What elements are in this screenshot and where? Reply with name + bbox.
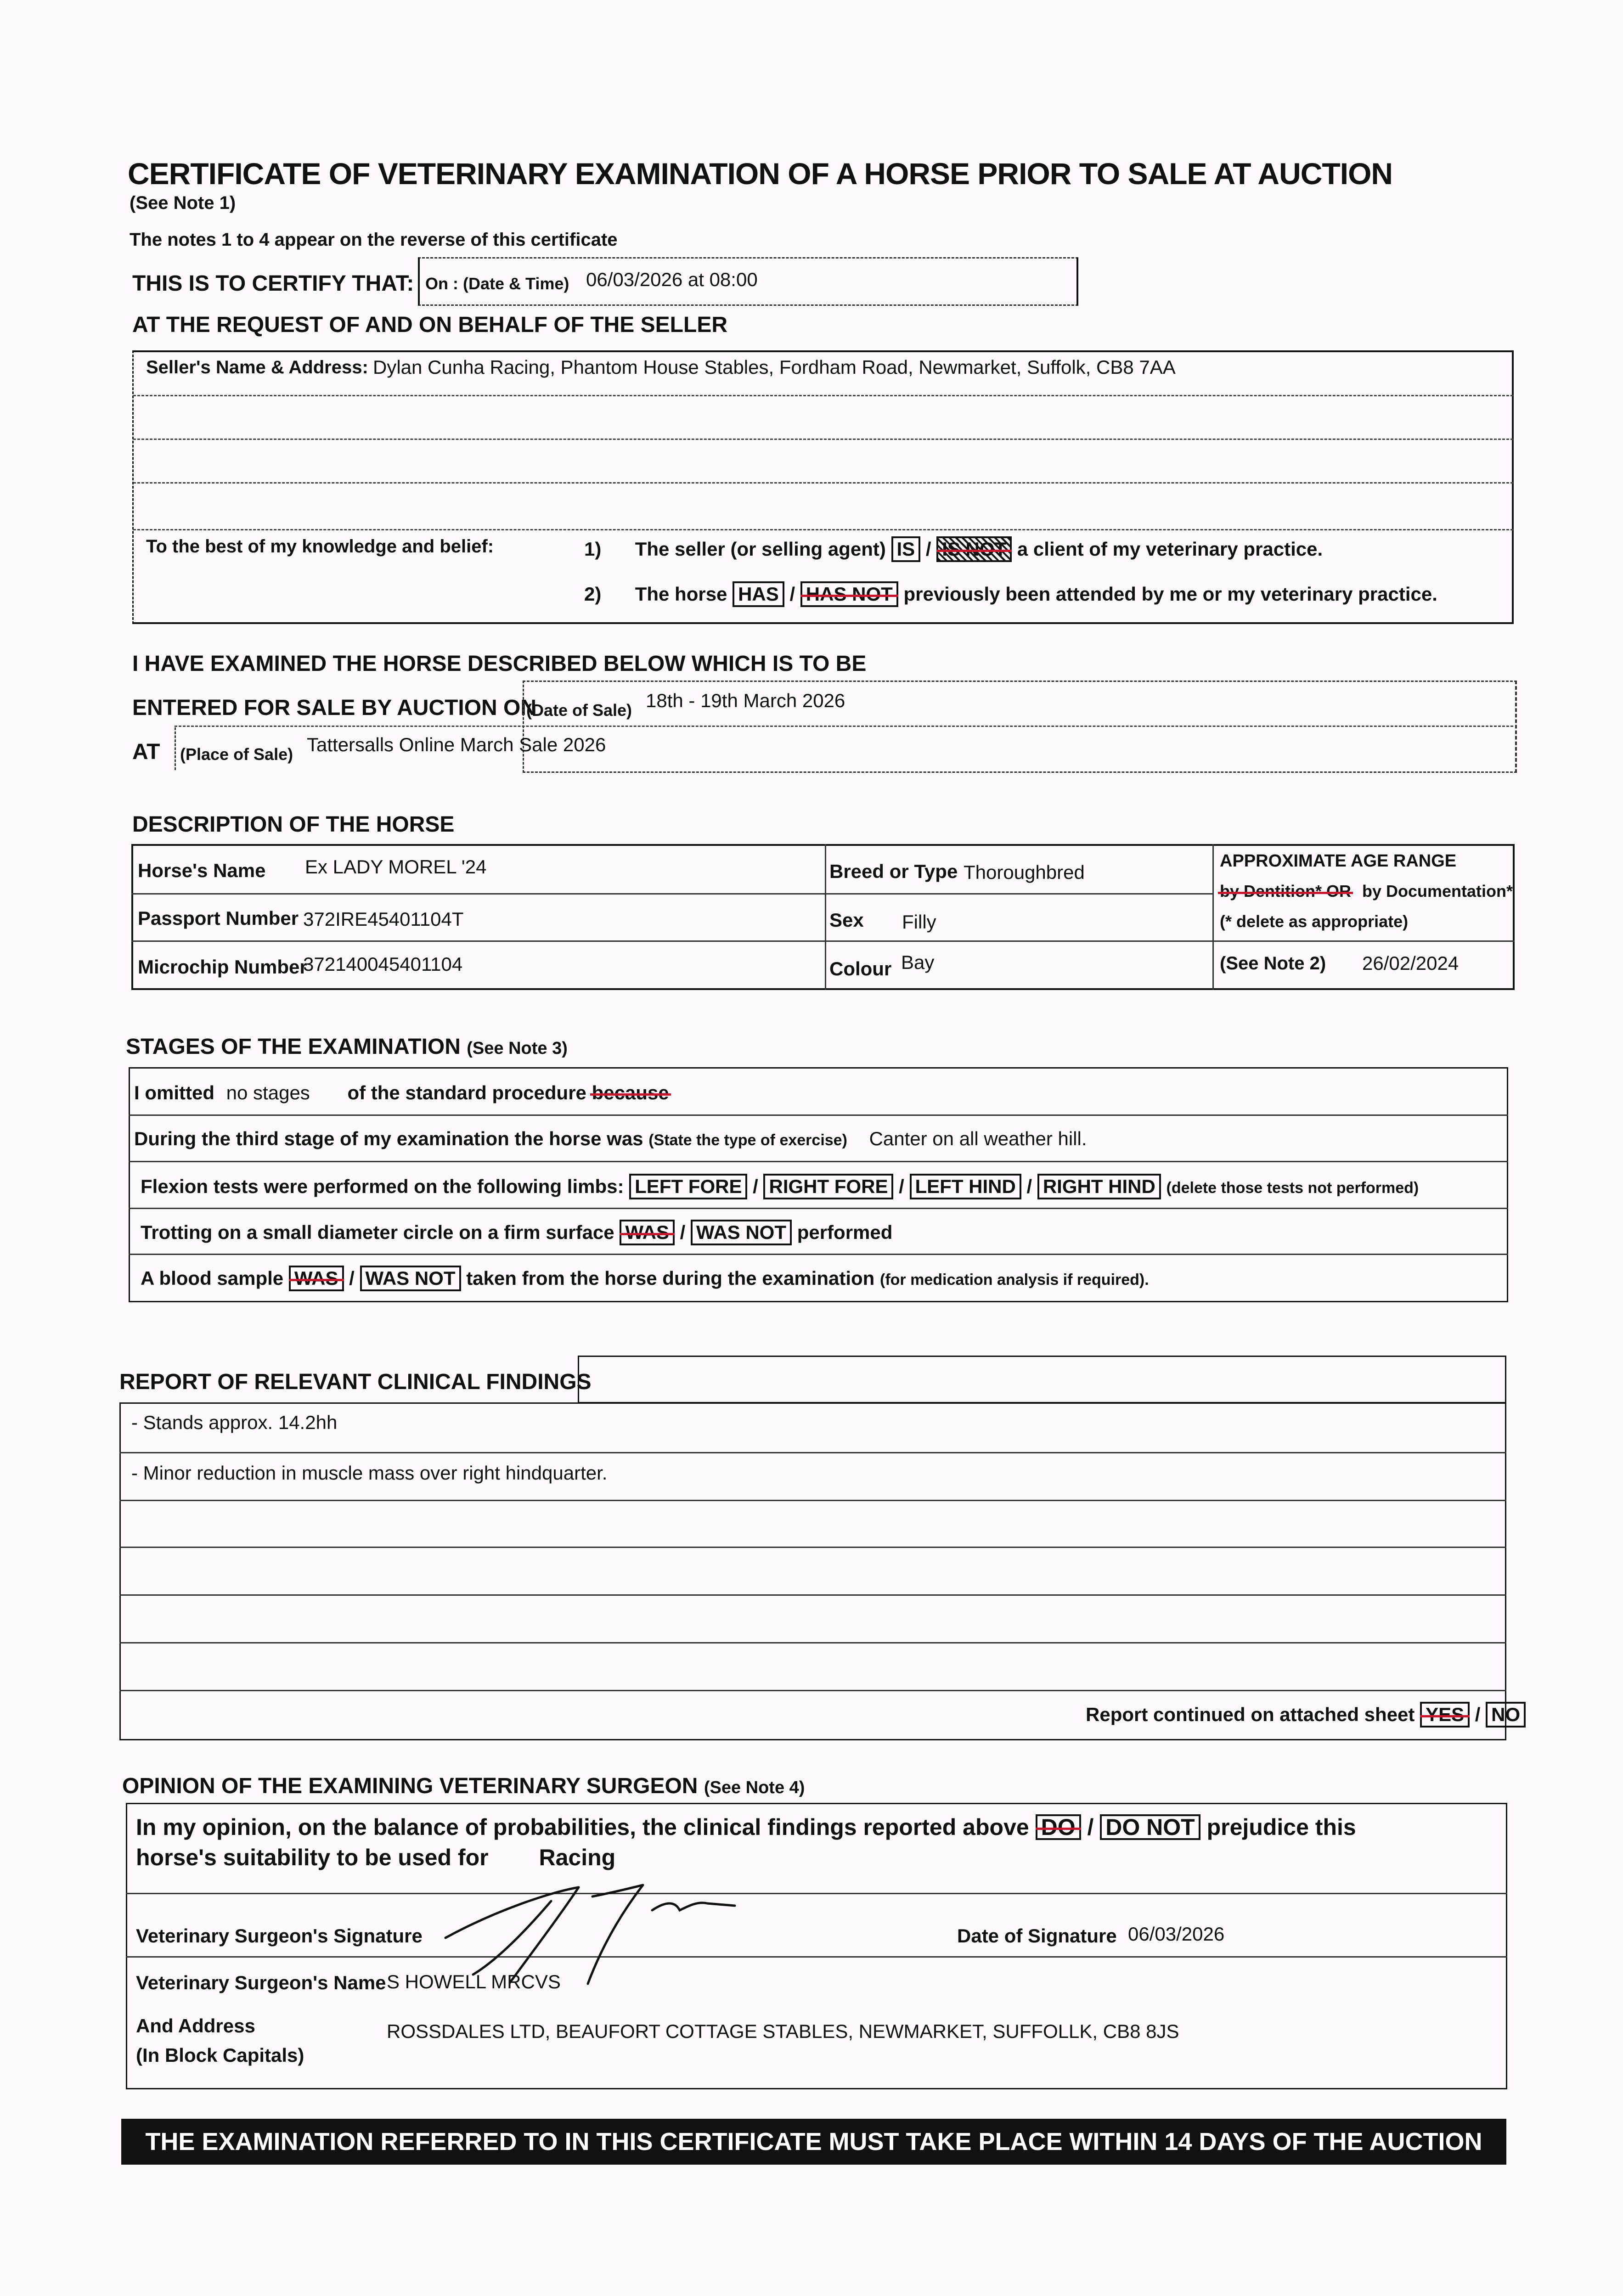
breed-label: Breed or Type [829,861,958,882]
blood-post: taken from the horse during the examination [466,1267,875,1289]
place-of-sale-label: (Place of Sale) [180,745,293,764]
opinion-heading-row [122,1773,805,1799]
omitted-post: of the standard procedure [347,1082,586,1103]
finding-2: - Minor reduction in muscle mass over right hindquarter. [131,1462,608,1484]
sex-value: Filly [902,911,936,933]
opinion-text-2: prejudice this [1206,1814,1356,1840]
microchip-value: 372140045401104 [303,953,463,975]
trotting-label: Trotting on a small diameter circle on a firm surface [141,1221,614,1243]
seller-line-2 [133,439,1513,440]
seller-line-3 [133,482,1513,484]
omitted-label: I omitted [134,1082,214,1103]
knowledge-item-1: 1) The seller (or selling agent) IS / IS NOT a client of my veterinary practice. [584,536,1323,562]
omitted-because: because [592,1082,669,1103]
seller-value: Dylan Cunha Racing, Phantom House Stables, Fordham Road, Newmarket, Suffolk, CB8 7AA [373,356,1176,378]
address-value: ROSSDALES LTD, BEAUFORT COTTAGE STABLES, NEWMARKET, SUFFOLLK, CB8 8JS [387,2020,1179,2042]
description-heading: DESCRIPTION OF THE HORSE [132,812,455,837]
breed-value: Thoroughbred [964,861,1085,883]
continued-label: Report continued on attached sheet [1086,1704,1415,1725]
at-box-left [175,727,176,770]
report-continued: Report continued on attached sheet YES / NO [1086,1702,1526,1728]
on-date-box [418,257,1078,306]
passport-value: 372IRE45401104T [303,908,464,930]
stage-omitted [134,1082,669,1104]
third-stage-value: Canter on all weather hill. [869,1128,1087,1149]
k2-pre: The horse [635,583,727,605]
k1-post: a client of my veterinary practice. [1017,538,1323,560]
certificate-title: CERTIFICATE OF VETERINARY EXAMINATION OF A HORSE PRIOR TO SALE AT AUCTION [128,157,1393,191]
flexion-right-fore: RIGHT FORE [763,1174,893,1199]
stages-heading-row [126,1034,568,1059]
seller-line-1 [133,395,1513,396]
trotting-was: WAS [620,1220,675,1245]
opinion-line-1: In my opinion, on the balance of probabilities, the clinical findings reported above DO / DO NOT prejudice this [136,1814,1356,1840]
trotting-was-not: WAS NOT [691,1220,792,1245]
sex-label: Sex [829,909,864,931]
report-heading: REPORT OF RELEVANT CLINICAL FINDINGS [119,1370,592,1394]
knowledge-item-2: 2) The horse HAS / HAS NOT previously been attended by me or my veterinary practice. [584,581,1437,607]
k1-is: IS [891,536,921,562]
opinion-note: (See Note 4) [704,1778,805,1797]
flexion-right-hind: RIGHT HIND [1037,1174,1161,1199]
notes-line: The notes 1 to 4 appear on the reverse of this certificate [130,230,618,250]
age-note: (See Note 2) [1220,953,1326,974]
report-heading-box [578,1356,1506,1403]
date-signature-label: Date of Signature [957,1925,1117,1947]
opinion-line-2 [136,1844,615,1871]
opinion-heading: OPINION OF THE EXAMINING VETERINARY SURGEON [122,1774,698,1798]
k2-hasnot: HAS NOT [800,581,898,607]
finding-1: - Stands approx. 14.2hh [131,1412,338,1433]
blood-was: WAS [289,1266,344,1291]
examined-heading: I HAVE EXAMINED THE HORSE DESCRIBED BELOW WHICH IS TO BE [132,652,867,676]
age-dentition: by Dentition* OR [1220,882,1351,900]
seller-label: Seller's Name & Address: [146,357,368,377]
flexion-left-fore: LEFT FORE [629,1174,747,1199]
blood-was-not: WAS NOT [360,1266,461,1291]
opinion-do: DO [1036,1814,1081,1840]
on-value: 06/03/2026 at 08:00 [586,269,758,290]
horse-name-label: Horse's Name [138,860,266,881]
date-signature-value: 06/03/2026 [1128,1923,1225,1945]
address-label-2: (In Block Capitals) [136,2044,304,2066]
vet-name-value: S HOWELL MRCVS [387,1971,561,1992]
sale-divider [175,726,1513,727]
seller-line-4 [133,529,1513,530]
k2-has: HAS [733,581,784,607]
date-of-sale-label: (Date of Sale) [526,701,632,720]
colour-label: Colour [829,958,892,979]
address-label-1: And Address [136,2015,255,2037]
age-value: 26/02/2024 [1362,952,1459,974]
opinion-text-3: horse's suitability to be used for [136,1845,489,1870]
on-label: On : (Date & Time) [425,274,569,293]
vet-name-label: Veterinary Surgeon's Name [136,1972,386,1993]
colour-value: Bay [901,951,935,973]
knowledge-label: To the best of my knowledge and belief: [146,536,494,557]
stages-heading: STAGES OF THE EXAMINATION [126,1035,461,1059]
opinion-use: Racing [539,1845,616,1870]
stage-flexion: Flexion tests were performed on the following limbs: LEFT FORE / RIGHT FORE / LEFT HIND / RIGHT HIND (delete those tests not performed) [141,1174,1419,1199]
third-stage-hint: (State the type of exercise) [648,1131,847,1149]
flexion-left-hind: LEFT HIND [910,1174,1021,1199]
age-method [1220,882,1513,901]
k2-num: 2) [584,583,602,605]
k1-isnot: IS NOT [936,536,1012,562]
stage-blood: A blood sample WAS / WAS NOT taken from the horse during the examination (for medication analysis if required). [141,1266,1149,1291]
stage-trotting: Trotting on a small diameter circle on a firm surface WAS / WAS NOT performed [141,1220,892,1245]
horse-name-value: Ex LADY MOREL '24 [305,856,487,878]
stages-note: (See Note 3) [467,1039,568,1058]
passport-label: Passport Number [138,907,299,929]
blood-hint: (for medication analysis if required). [880,1271,1149,1289]
stage-third [134,1128,1087,1150]
age-documentation: by Documentation* [1362,882,1513,900]
k1-num: 1) [584,538,602,560]
flexion-hint: (delete those tests not performed) [1166,1179,1419,1197]
blood-label: A blood sample [141,1267,284,1289]
k2-post: previously been attended by me or my veterinary practice. [903,583,1437,605]
age-heading: APPROXIMATE AGE RANGE [1220,851,1457,871]
microchip-label: Microchip Number [138,956,307,978]
request-heading: AT THE REQUEST OF AND ON BEHALF OF THE SELLER [132,313,727,337]
date-of-sale-value: 18th - 19th March 2026 [646,690,845,711]
footer-banner: THE EXAMINATION REFERRED TO IN THIS CERTIFICATE MUST TAKE PLACE WITHIN 14 DAYS OF THE AUCTION [121,2119,1506,2165]
opinion-do-not: DO NOT [1100,1814,1200,1840]
place-of-sale-value: Tattersalls Online March Sale 2026 [307,734,606,755]
opinion-text-1: In my opinion, on the balance of probabilities, the clinical findings reported above [136,1814,1029,1840]
flexion-label: Flexion tests were performed on the following limbs: [141,1176,624,1197]
k1-pre: The seller (or selling agent) [635,538,886,560]
trotting-post: performed [797,1221,893,1243]
signature-label: Veterinary Surgeon's Signature [136,1925,423,1947]
entered-label: ENTERED FOR SALE BY AUCTION ON [132,696,537,720]
continued-no: NO [1486,1702,1526,1728]
certify-label: THIS IS TO CERTIFY THAT: [132,271,414,296]
at-label: AT [132,740,160,764]
omitted-value: no stages [226,1082,310,1103]
continued-yes: YES [1420,1702,1470,1728]
third-stage-label: During the third stage of my examination the horse was [134,1128,643,1149]
age-delete: (* delete as appropriate) [1220,912,1409,931]
see-note-1: (See Note 1) [130,193,236,213]
